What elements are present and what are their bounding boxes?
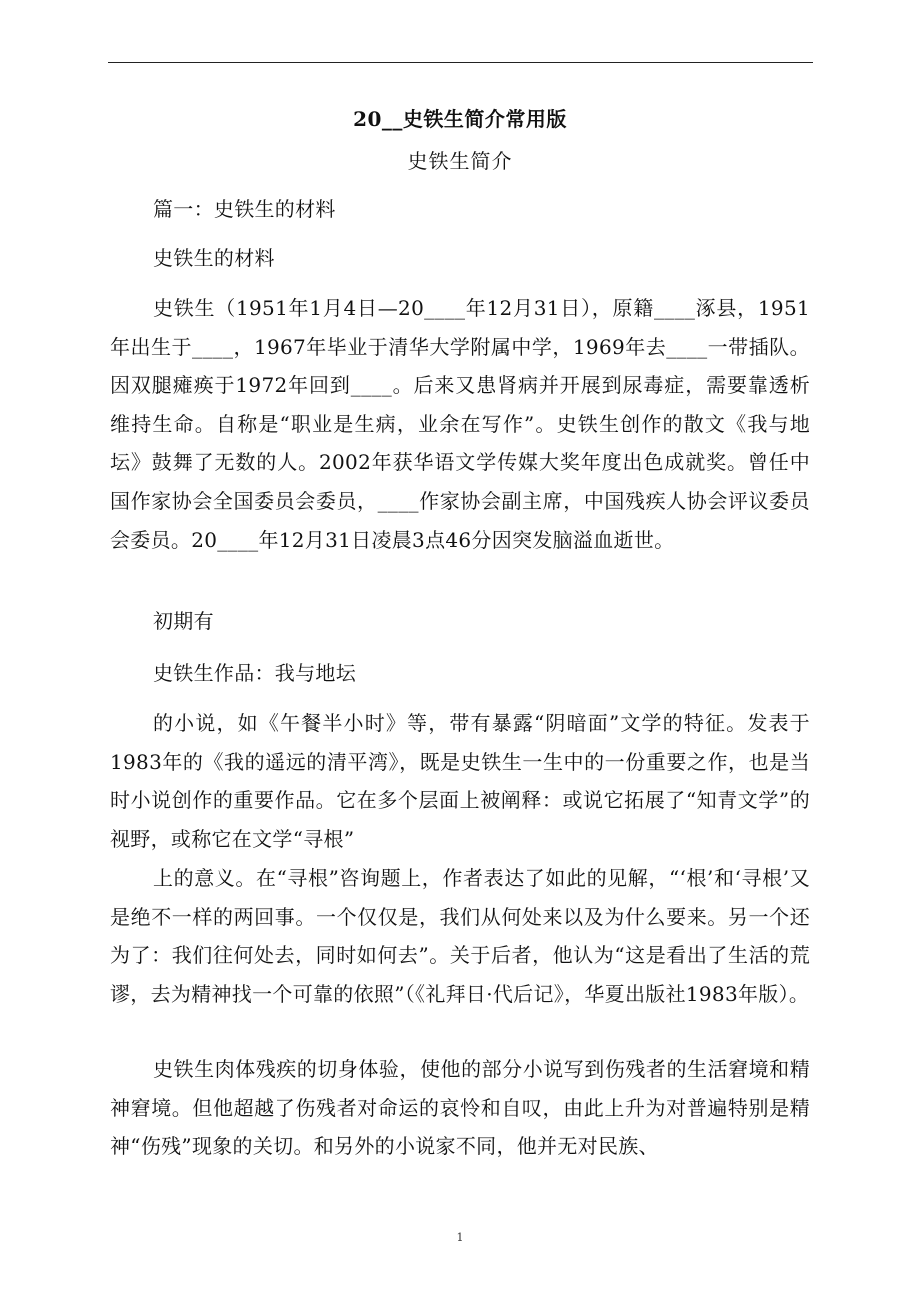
body-paragraph: 史铁生（1951年1月4日—20____年12月31日），原籍____涿县，1951年出生于____，1967年毕业于清华大学附属中学，1969年去____一带插队。因双腿瘫痪于1972年回到____。后来又患肾病并开展到尿毒症，需要靠透析维持生命。自称是“职业是生病，业余在写作”。史铁生创作的散文《我与地坛》鼓舞了无数的人。2002年获华语文学传媒大奖年度出色成就奖。曾任中国作家协会全国委员会委员，____作家协会副主席，中国残疾人协会评议委员会委员。20____年12月31日凌晨3点46分因突发脑溢血逝世。 — [110, 296, 810, 552]
body-paragraph: 上的意义。在“寻根”咨询题上，作者表达了如此的见解，“‘根’和‘寻根’又是绝不一样的两回事。一个仅仅是，我们从何处来以及为什么要来。另一个还为了：我们往何处去，同时如何去”。关于后者，他认为“这是看出了生活的荒谬，去为精神找一个可靠的依照”（《礼拜日·代后记》，华夏出版社1983年版）。 — [110, 866, 810, 1006]
header-rule — [108, 62, 813, 63]
document-subtitle: 史铁生简介 — [407, 149, 513, 173]
section-subheading: 史铁生的材料 — [153, 246, 275, 270]
page-number: 1 — [456, 1231, 464, 1244]
document-title: 20__史铁生简介常用版 — [353, 107, 567, 131]
body-paragraph: 史铁生肉体残疾的切身体验，使他的部分小说写到伤残者的生活窘境和精神窘境。但他超越了伤残者对命运的哀怜和自叹，由此上升为对普遍特别是精神“伤残”现象的关切。和另外的小说家不同，他并无对民族、 — [110, 1057, 810, 1159]
body-paragraph: 初期有 — [153, 609, 214, 633]
body-paragraph: 史铁生作品：我与地坛 — [153, 661, 356, 685]
body-paragraph: 的小说，如《午餐半小时》等，带有暴露“阴暗面”文学的特征。发表于1983年的《我的遥远的清平湾》，既是史铁生一生中的一份重要之作，也是当时小说创作的重要作品。它在多个层面上被阐释：或说它拓展了“知青文学”的视野，或称它在文学“寻根” — [110, 711, 810, 851]
section-heading: 篇一：史铁生的材料 — [153, 197, 336, 221]
